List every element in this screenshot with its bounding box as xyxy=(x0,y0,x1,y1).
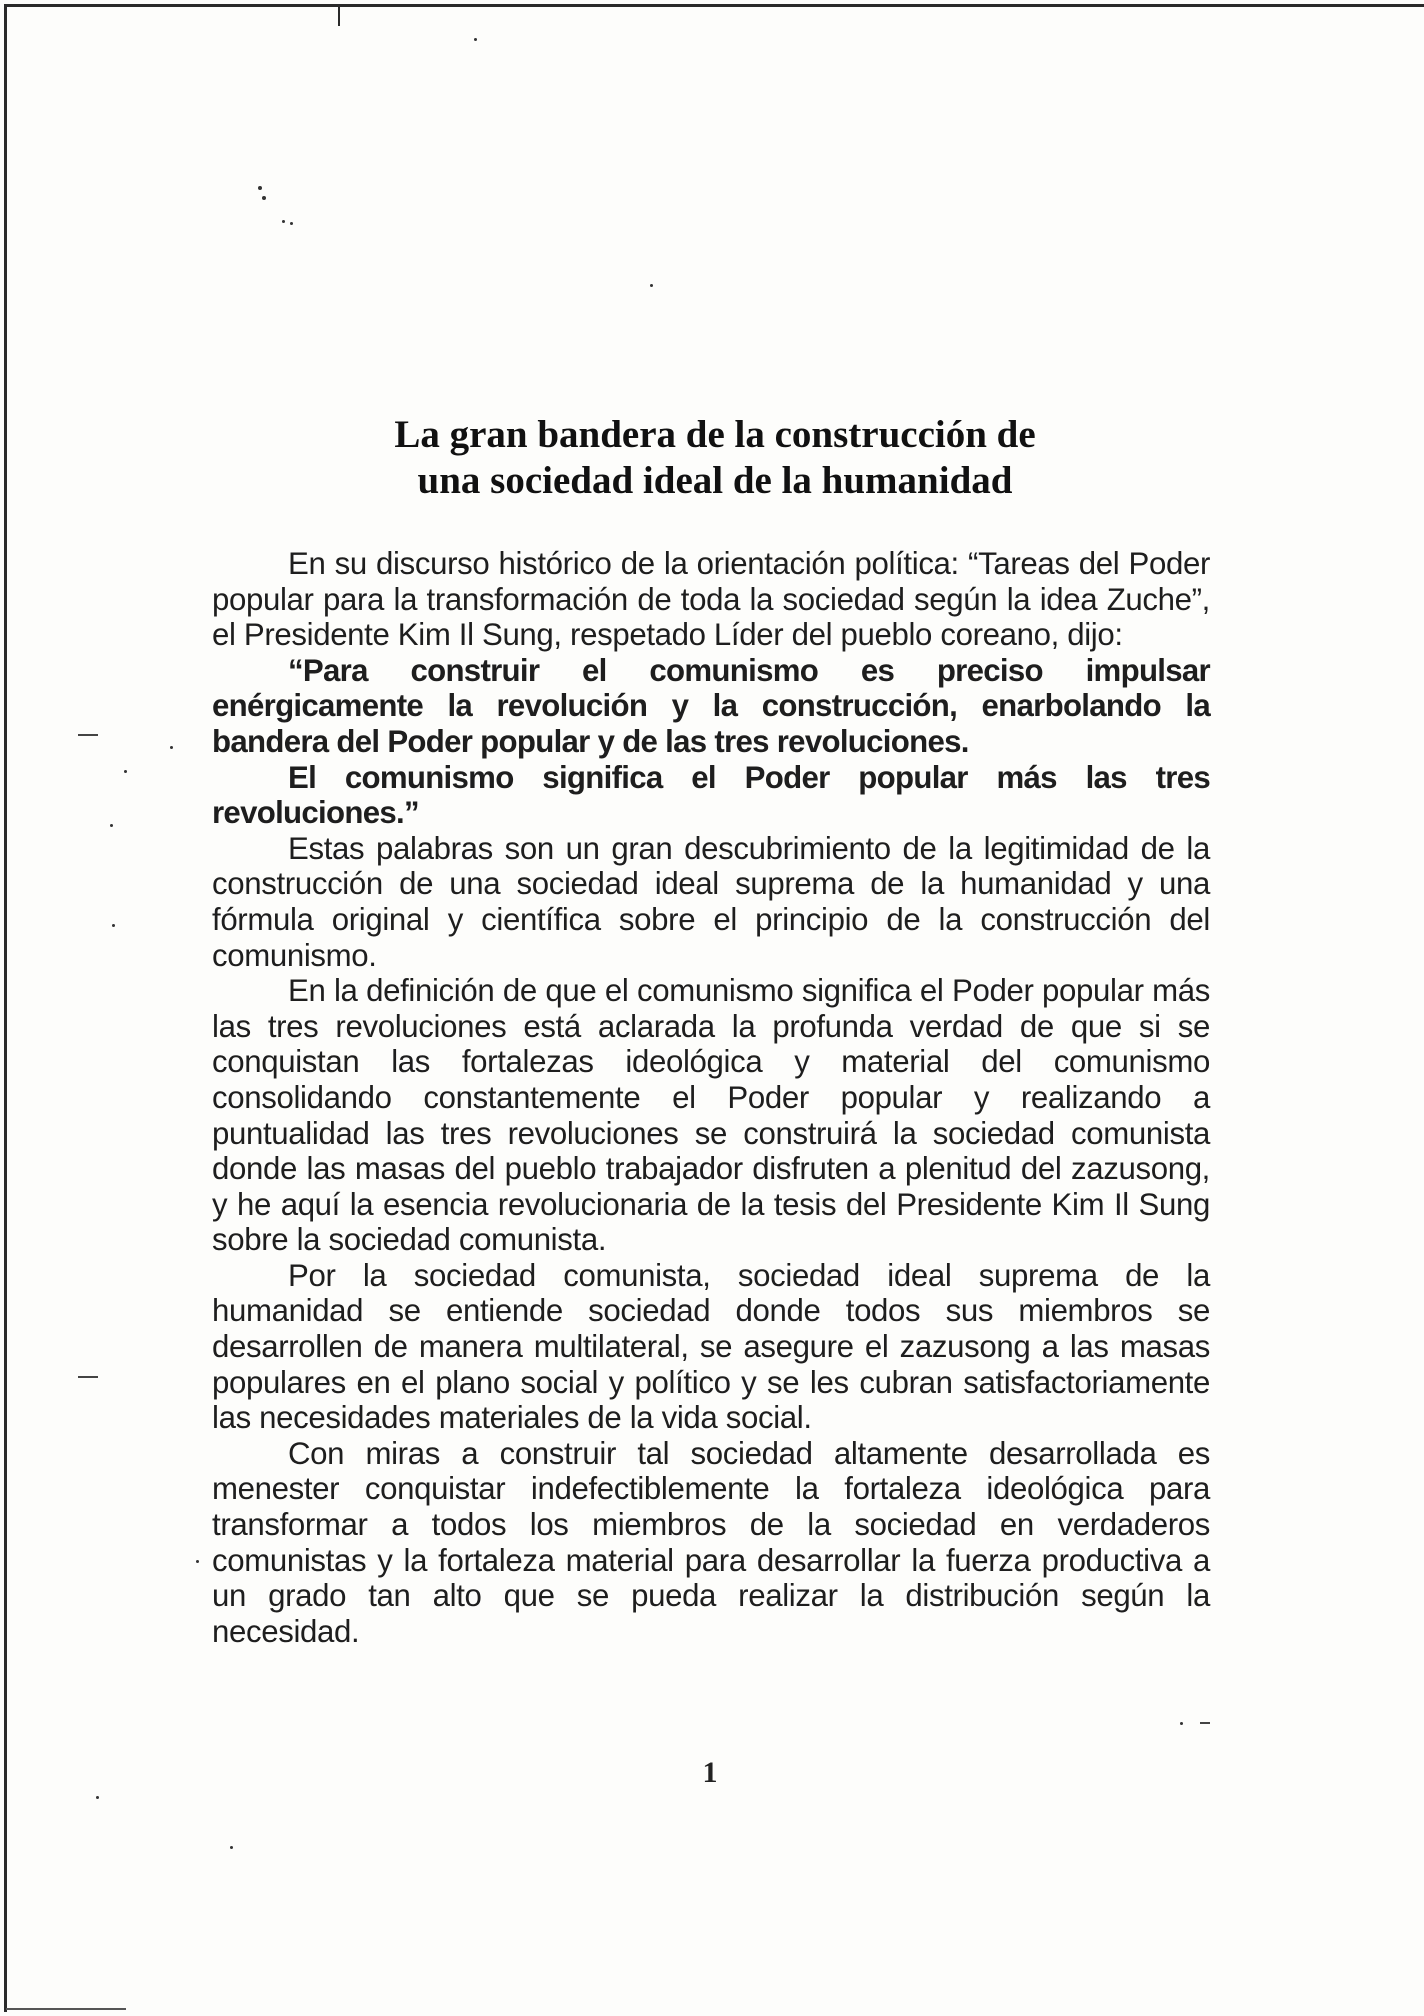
body-paragraph: Por la sociedad comunista, sociedad ideal suprema de la humanidad se entiende sociedad donde todos sus miembros se desarrollen de manera multilateral, se asegure el zazusong a las masas populares en el plano social y político y se les cubran satisfactoriamente las necesidades materiales de la vida social. xyxy=(212,1257,1210,1436)
title-line: La gran bandera de la construcción de xyxy=(394,413,1036,457)
document-title xyxy=(250,412,1180,504)
page-number: 1 xyxy=(702,1756,718,1789)
scan-edge-left xyxy=(4,4,7,2012)
body-paragraph: Con miras a construir tal sociedad altamente desarrollada es menester conquistar indefectiblemente la fortaleza ideológica para transformar a todos los miembros de la sociedad en verdaderos comunistas y la fortaleza material para desarrollar la fuerza productiva a un grado tan alto que se pueda realizar la distribución según la necesidad. xyxy=(212,1435,1210,1649)
scan-speck xyxy=(124,770,127,773)
scan-speck xyxy=(110,824,113,827)
scan-speck xyxy=(290,222,293,225)
scan-mark xyxy=(78,734,98,736)
document-body xyxy=(212,546,1210,1649)
scan-edge-bottom xyxy=(6,2008,126,2010)
scan-speck xyxy=(1180,1722,1183,1725)
body-paragraph: En su discurso histórico de la orientación política: “Tareas del Poder popular para la transformación de toda la sociedad según la idea Zuche”, el Presidente Kim Il Sung, respetado Líder del pueblo coreano, dijo: xyxy=(212,546,1210,653)
scan-speck xyxy=(650,284,653,287)
scan-speck xyxy=(96,1796,99,1799)
scan-speck xyxy=(282,220,285,223)
scan-speck xyxy=(262,196,266,200)
scan-speck xyxy=(196,1560,199,1563)
scan-speck xyxy=(258,186,262,190)
body-paragraph: En la definición de que el comunismo significa el Poder popular más las tres revoluciones está aclarada la profunda verdad de que si se conquistan las fortalezas ideológica y material del comunismo consolidando constantemente el Poder popular y realizando a puntualidad las tres revoluciones se construirá la sociedad comunista donde las masas del pueblo trabajador disfruten a plenitud del zazusong, y he aquí la esencia revolucionaria de la tesis del Presidente Kim Il Sung sobre la sociedad comunista. xyxy=(212,973,1210,1258)
quote-paragraph: “Para construir el comunismo es preciso impulsar enérgicamente la revolución y la construcción, enarbolando la bandera del Poder popular y de las tres revoluciones. xyxy=(212,652,1210,759)
body-paragraph: Estas palabras son un gran descubrimiento de la legitimidad de la construcción de una sociedad ideal suprema de la humanidad y una fórmula original y científica sobre el principio de la construcción del comunismo. xyxy=(212,830,1210,973)
quote-paragraph: El comunismo significa el Poder popular más las tres revoluciones.” xyxy=(212,759,1210,831)
scan-mark xyxy=(338,4,340,26)
scan-speck xyxy=(474,38,477,41)
scan-mark xyxy=(1200,1722,1210,1724)
scan-speck xyxy=(170,746,173,749)
scan-speck xyxy=(230,1846,233,1849)
scan-edge-top xyxy=(6,4,1424,7)
scan-mark xyxy=(78,1376,98,1378)
scan-speck xyxy=(112,924,115,927)
title-line: una sociedad ideal de la humanidad xyxy=(417,459,1013,503)
